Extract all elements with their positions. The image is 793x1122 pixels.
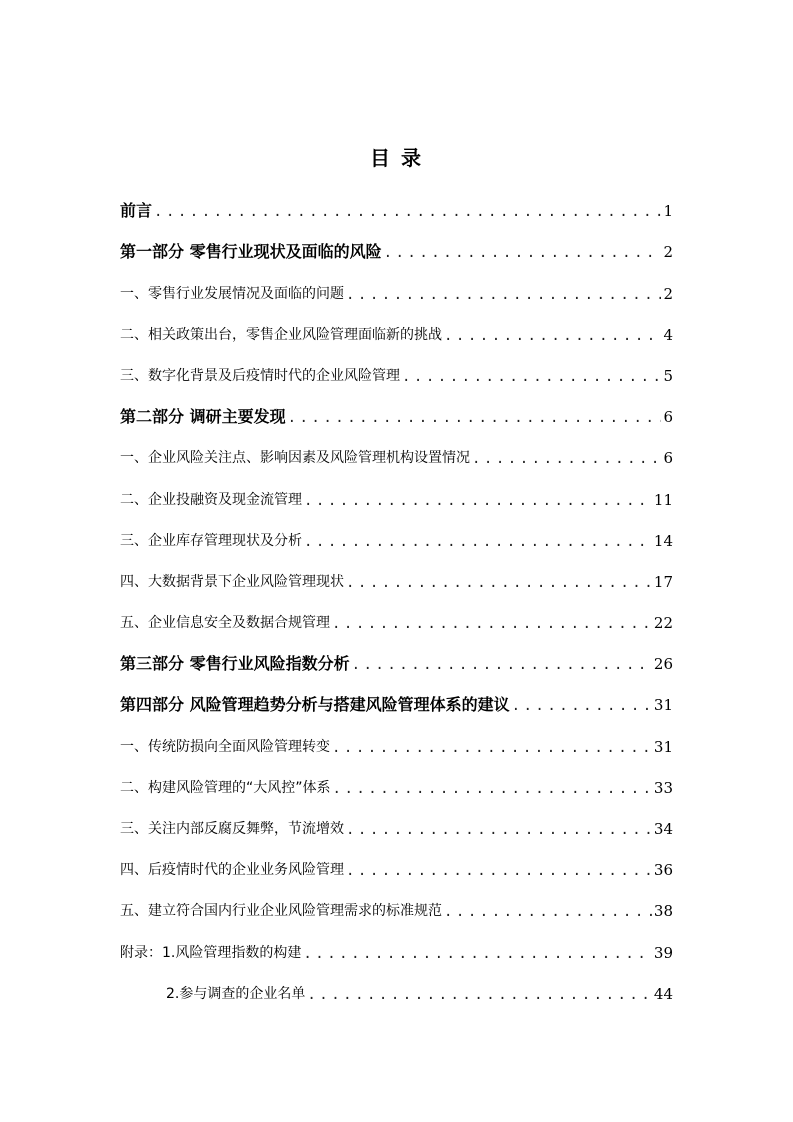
toc-page-number: 38 (653, 902, 673, 921)
toc-page-number: 44 (653, 984, 673, 1003)
toc-entry-appendix[interactable] (120, 928, 673, 969)
toc-entry-label: 二、相关政策出台，零售企业风险管理面临新的挑战 (120, 326, 442, 343)
toc-entry-section[interactable] (120, 352, 673, 393)
dot-leader (512, 697, 652, 715)
toc-entry-section[interactable] (120, 887, 673, 928)
toc-page-number: 17 (653, 572, 673, 591)
dot-leader (346, 574, 652, 592)
toc-entry-label: 三、关注内部反腐反舞弊，节流增效 (120, 821, 344, 837)
toc-entry-label: 二、构建风险管理的“大风控”体系 (120, 779, 331, 796)
toc-entry-label: 三、数字化背景及后疫情时代的企业风险管理 (120, 367, 400, 384)
toc-entry-label: 附录：1.风险管理指数的构建 (120, 944, 302, 961)
toc-page-number: 6 (663, 449, 673, 468)
toc-page-number: 39 (653, 943, 673, 962)
toc-entry-section[interactable] (120, 269, 673, 310)
toc-entry-section[interactable] (120, 764, 673, 805)
toc-entry-label: 一、传统防损向全面风险管理转变 (120, 738, 330, 755)
toc-entry-section[interactable] (120, 558, 673, 599)
toc-entry-section[interactable] (120, 517, 673, 558)
dot-leader (346, 286, 661, 304)
toc-page-number: 31 (653, 696, 673, 715)
dot-leader (444, 327, 661, 345)
toc-page-number: 2 (663, 243, 673, 262)
toc-entry-section[interactable] (120, 434, 673, 475)
toc-entry-label: 四、后疫情时代的企业业务风险管理 (120, 862, 344, 879)
dot-leader (346, 862, 652, 880)
dot-leader (472, 450, 661, 468)
toc-entry-label: 五、企业信息安全及数据合规管理 (120, 615, 330, 632)
toc-page-number: 6 (663, 408, 673, 427)
dot-leader (303, 945, 652, 963)
toc-page-number: 4 (663, 325, 673, 344)
toc-entry-section[interactable] (120, 599, 673, 640)
toc-entry-label: 四、大数据背景下企业风险管理现状 (120, 573, 344, 590)
toc-entry-section[interactable] (120, 846, 673, 887)
dot-leader (402, 368, 661, 386)
toc-entry-preface[interactable] (120, 187, 673, 228)
toc-entry-label: 第一部分 零售行业现状及面临的风险 (120, 242, 382, 262)
toc-entry-label: 三、企业库存管理现状及分析 (120, 532, 302, 549)
toc-entry-label: 一、企业风险关注点、影响因素及风险管理机构设置情况 (120, 450, 470, 467)
dot-leader (304, 492, 652, 510)
dot-leader (332, 739, 652, 757)
toc-page-number: 5 (663, 366, 673, 385)
toc-entry-section[interactable] (120, 805, 673, 846)
toc-entry-label: 第三部分 零售行业风险指数分析 (120, 654, 350, 674)
toc-page-number: 2 (663, 284, 673, 303)
toc-entry-label: 一、零售行业发展情况及面临的问题 (120, 285, 344, 302)
toc-entry-label: 第四部分 风险管理趋势分析与搭建风险管理体系的建议 (120, 695, 510, 715)
dot-leader (304, 533, 652, 551)
dot-leader (154, 203, 661, 221)
toc-entry-label: 第二部分 调研主要发现 (120, 407, 286, 427)
dot-leader (384, 244, 662, 262)
toc-entry-part-2[interactable] (120, 393, 673, 434)
toc-page-number: 1 (663, 202, 673, 221)
toc-entry-label: 五、建立符合国内行业企业风险管理需求的标准规范 (120, 903, 442, 920)
toc-page-number: 34 (653, 820, 673, 838)
toc-entry-label: 2.参与调查的企业名单 (166, 985, 306, 1002)
dot-leader (444, 903, 652, 921)
toc-entry-part-1[interactable] (120, 228, 673, 269)
toc-page-number: 11 (653, 490, 673, 509)
dot-leader (288, 409, 662, 427)
toc-entry-section[interactable] (120, 475, 673, 516)
toc-entry-appendix[interactable] (120, 970, 673, 1011)
toc-page-number: 36 (653, 861, 673, 880)
toc-entry-section[interactable] (120, 722, 673, 763)
toc-page-number: 26 (653, 655, 673, 674)
page-title: 目 录 (370, 146, 423, 170)
toc-entry-section[interactable] (120, 311, 673, 352)
dot-leader (352, 656, 652, 674)
toc-entry-label: 二、企业投融资及现金流管理 (120, 491, 302, 508)
toc-page-number: 14 (653, 531, 673, 550)
toc-page-number: 22 (653, 614, 673, 633)
dot-leader (333, 780, 652, 798)
toc-entry-label: 前言 (120, 201, 153, 221)
table-of-contents (120, 187, 673, 1011)
dot-leader (332, 615, 652, 633)
dot-leader (346, 821, 652, 839)
dot-leader (307, 986, 652, 1004)
toc-page-number: 33 (653, 778, 673, 797)
toc-page-number: 31 (653, 737, 673, 756)
toc-entry-part-3[interactable] (120, 640, 673, 681)
toc-entry-part-4[interactable] (120, 681, 673, 722)
